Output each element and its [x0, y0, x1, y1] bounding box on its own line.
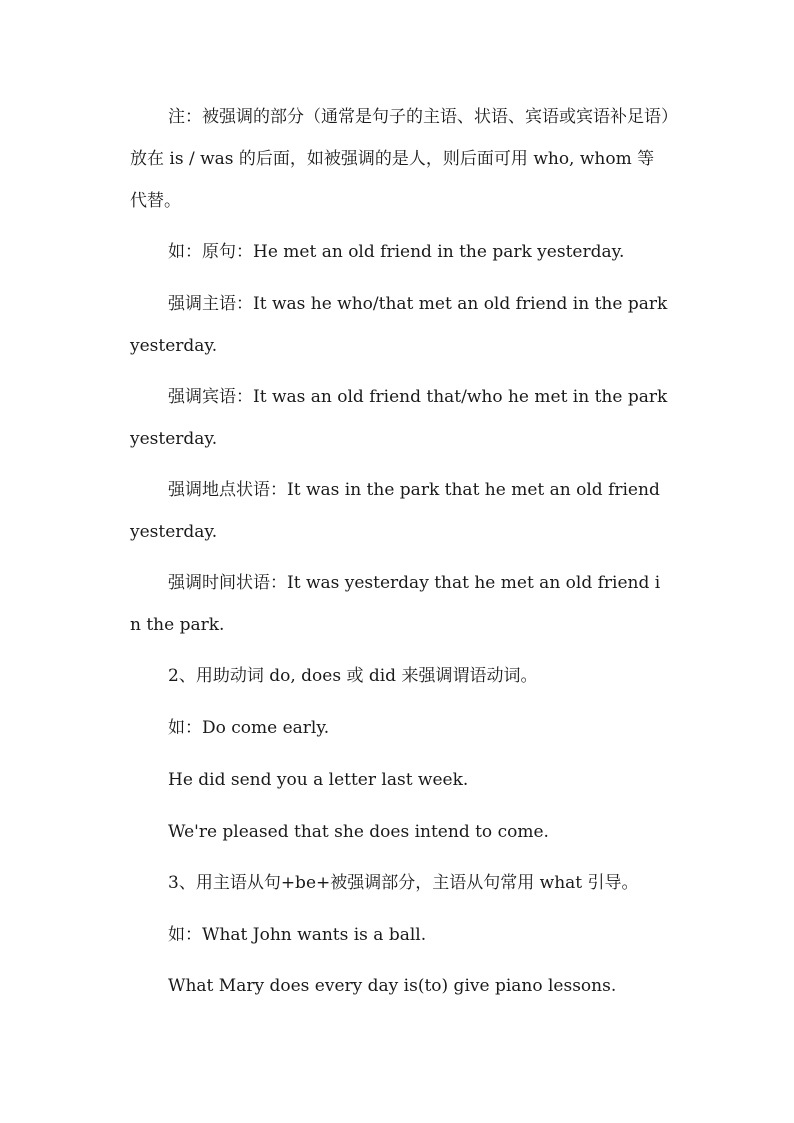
rule-3-example-1 — [130, 914, 670, 956]
rule-3-text: 3、用主语从句+be+被强调部分，主语从句常用 what 引导。 — [168, 873, 639, 893]
emphasize-place-adverbial-example — [130, 469, 670, 553]
rule-3-example-2-text: What Mary does every day is(to) give piano lessons. — [168, 976, 617, 996]
emphasize-time-adverbial-example — [130, 562, 670, 646]
emphasize-place-text: 强调地点状语：It was in the park that he met an old friend yesterday. — [130, 480, 660, 542]
rule-2-heading — [130, 655, 670, 697]
emphasize-subject-text: 强调主语：It was he who/that met an old friend in the park yesterday. — [130, 294, 668, 356]
note-paragraph — [130, 96, 670, 222]
rule-3-example-1-text: 如：What John wants is a ball. — [168, 925, 427, 945]
rule-2-example-3-text: We're pleased that she does intend to come. — [168, 822, 549, 842]
rule-3-heading — [130, 862, 670, 904]
rule-2-example-3 — [130, 811, 670, 853]
rule-2-example-2-text: He did send you a letter last week. — [168, 770, 469, 790]
emphasize-object-example — [130, 376, 670, 460]
note-text: 注：被强调的部分（通常是句子的主语、状语、宾语或宾语补足语）放在 is / was 的后面，如被强调的是人，则后面可用 who, whom 等代替。 — [130, 107, 670, 211]
rule-2-example-1 — [130, 707, 670, 749]
emphasize-time-text: 强调时间状语：It was yesterday that he met an old friend in the park. — [130, 573, 661, 635]
example-original-sentence — [130, 231, 670, 273]
emphasize-subject-example — [130, 283, 670, 367]
rule-2-text: 2、用助动词 do, does 或 did 来强调谓语动词。 — [168, 666, 538, 686]
emphasize-object-text: 强调宾语：It was an old friend that/who he met in the park yesterday. — [130, 387, 668, 449]
rule-3-example-2 — [130, 965, 670, 1007]
rule-2-example-1-text: 如：Do come early. — [168, 718, 330, 738]
rule-2-example-2 — [130, 759, 670, 801]
example-original-text: 如：原句：He met an old friend in the park yesterday. — [168, 242, 625, 262]
